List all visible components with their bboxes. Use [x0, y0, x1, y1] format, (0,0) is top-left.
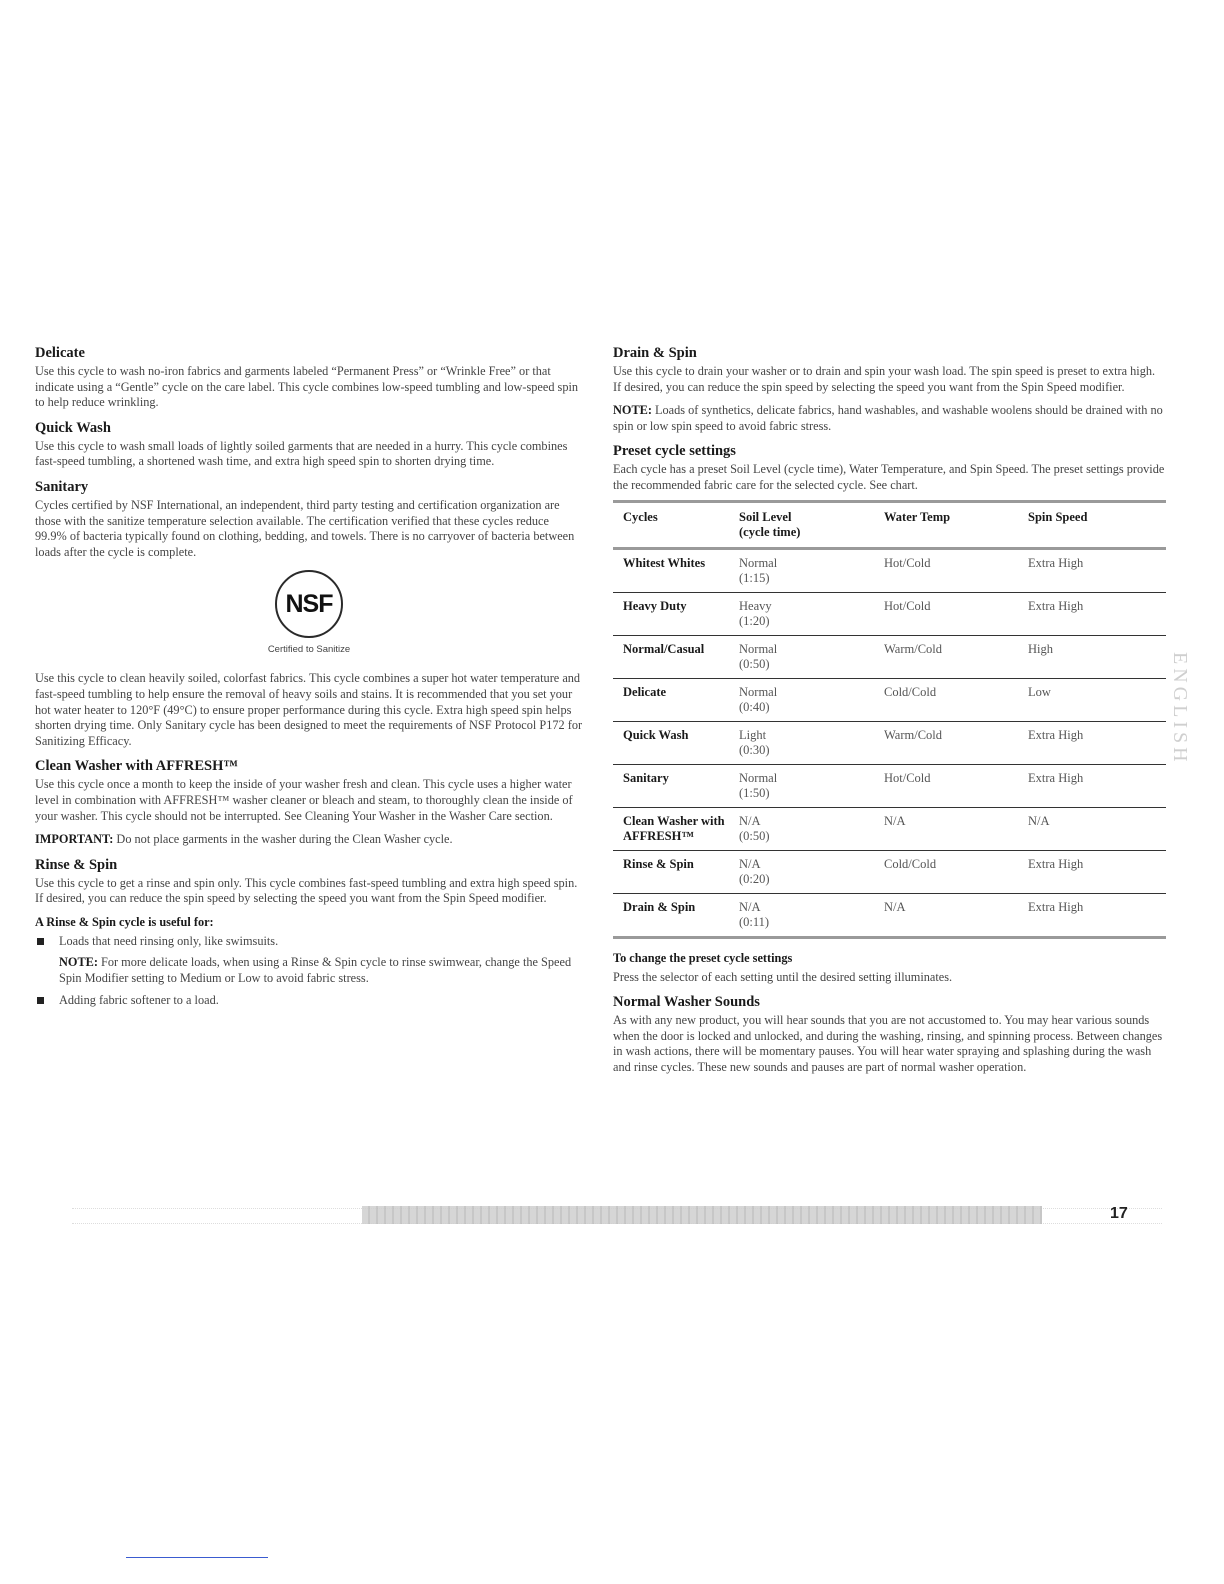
cell-soil-level — [729, 807, 874, 850]
drain-spin-heading: Drain & Spin — [613, 345, 697, 361]
clean-washer-important — [35, 832, 583, 848]
cell-cycle: Quick Wash — [613, 721, 729, 764]
quick-wash-text: Use this cycle to wash small loads of lightly soiled garments that are needed in a hurry. This cycle combines fast-speed tumbling, a shortened wash time, and extra high speed spin to shorten drying time. — [35, 438, 568, 469]
sanitary-heading: Sanitary — [35, 478, 89, 495]
table-row — [613, 764, 1166, 807]
header-water-temp: Water Temp — [874, 501, 1018, 548]
cell-soil-level — [729, 548, 874, 592]
cell-cycle: Rinse & Spin — [613, 850, 729, 893]
cell-soil: Normal — [739, 684, 778, 699]
cell-water-temp: Cold/Cold — [874, 678, 1018, 721]
cell-spin-speed: Extra High — [1018, 592, 1166, 635]
sounds-heading: Normal Washer Sounds — [613, 994, 760, 1011]
header-soil-line1: Soil Level — [739, 509, 792, 524]
drain-spin-note — [613, 403, 1166, 434]
table-row — [613, 678, 1166, 721]
nsf-logo — [235, 570, 383, 655]
nsf-seal-icon — [275, 570, 343, 638]
cell-soil-level — [729, 721, 874, 764]
cell-soil-level — [729, 893, 874, 937]
rinse-spin-heading: Rinse & Spin — [35, 856, 118, 873]
change-preset-text: Press the selector of each setting until the desired setting illuminates. — [613, 969, 953, 984]
cell-time: (1:20) — [739, 613, 770, 628]
cell-water-temp: Warm/Cold — [874, 635, 1018, 678]
cell-water-temp: Hot/Cold — [874, 764, 1018, 807]
cell-water-temp: Cold/Cold — [874, 850, 1018, 893]
important-text: Do not place garments in the washer during the Clean Washer cycle. — [113, 832, 453, 847]
cell-spin-speed: Extra High — [1018, 850, 1166, 893]
cell-time: (1:50) — [739, 785, 770, 800]
cell-soil: Light — [739, 727, 767, 742]
cell-cycle: Clean Washer with AFFRESH™ — [613, 807, 729, 850]
preset-heading: Preset cycle settings — [613, 443, 736, 460]
cell-cycle: Sanitary — [613, 764, 729, 807]
note-label: NOTE: — [59, 955, 98, 970]
cell-cycle: Delicate — [613, 678, 729, 721]
cell-time: (0:30) — [739, 742, 770, 757]
delicate-text: Use this cycle to wash no-iron fabrics and garments labeled “Permanent Press” or “Wrinkle Free” or that indicate using a “Gentle” cycle on the care label. This cycle combines low-speed tumbling and low-speed spin to help reduce wrinkling. — [35, 364, 579, 410]
cell-soil-level — [729, 764, 874, 807]
cell-water-temp: Hot/Cold — [874, 548, 1018, 592]
right-column — [613, 344, 1166, 1084]
rinse-spin-list — [35, 934, 583, 950]
cell-spin-speed: High — [1018, 635, 1166, 678]
cell-soil: Normal — [739, 770, 778, 785]
quick-wash-heading: Quick Wash — [35, 419, 111, 436]
table-row — [613, 635, 1166, 678]
footer-bar — [362, 1206, 1042, 1224]
cell-water-temp: Hot/Cold — [874, 592, 1018, 635]
table-row — [613, 893, 1166, 937]
cell-time: (0:50) — [739, 656, 770, 671]
table-row — [613, 807, 1166, 850]
left-column — [35, 344, 583, 1014]
cell-spin-speed: Extra High — [1018, 764, 1166, 807]
clean-washer-heading: Clean Washer with AFFRESH™ — [35, 758, 238, 775]
nsf-caption: Certified to Sanitize — [267, 644, 351, 656]
drain-spin-text: Use this cycle to drain your washer or to drain and spin your wash load. The spin speed is preset to extra high. If desired, you can reduce the spin speed by selecting the speed you want from the Spin Speed modifier. — [613, 364, 1156, 394]
cell-soil: Normal — [739, 555, 778, 570]
cell-soil: N/A — [739, 899, 761, 914]
cell-spin-speed: Extra High — [1018, 721, 1166, 764]
change-preset-heading: To change the preset cycle settings — [613, 950, 793, 965]
cell-spin-speed: Extra High — [1018, 548, 1166, 592]
delicate-heading: Delicate — [35, 345, 85, 361]
cell-soil-level — [729, 635, 874, 678]
cell-soil-level — [729, 850, 874, 893]
cell-spin-speed: N/A — [1018, 807, 1166, 850]
clean-washer-text: Use this cycle once a month to keep the inside of your washer fresh and clean. This cycle uses a higher water level in combination with AFFRESH™ washer cleaner or bleach and steam, to thoroughly clean the inside of your washer. This cycle should not be interrupted. See Cleaning Your Washer in the Washer Care section. — [35, 777, 573, 823]
sanitary-text-1: Cycles certified by NSF International, an independent, third party testing and certification organization are those with the sanitize temperature selection available. The certification verified that these cycles reduce 99.9% of bacteria typically found on clothing, bedding, and towels. There is no carryover of bacteria between loads after the cycle is complete. — [35, 497, 575, 559]
bullet-square-icon — [37, 997, 44, 1004]
note-text: For more delicate loads, when using a Rinse & Spin cycle to rinse swimwear, change the Speed Spin Modifier setting to Medium or Low to avoid fabric stress. — [59, 955, 572, 986]
table-row — [613, 548, 1166, 592]
cycle-settings-table — [613, 500, 1166, 939]
cell-water-temp: N/A — [874, 893, 1018, 937]
bottom-divider — [126, 1557, 268, 1558]
cell-soil: Heavy — [739, 598, 772, 613]
list-item — [35, 934, 583, 950]
bullet-square-icon — [37, 938, 44, 945]
header-cycles: Cycles — [613, 501, 729, 548]
cell-time: (0:20) — [739, 871, 770, 886]
cell-cycle: Drain & Spin — [613, 893, 729, 937]
cell-water-temp: Warm/Cold — [874, 721, 1018, 764]
cell-time: (0:11) — [739, 914, 770, 929]
table-header-row — [613, 501, 1166, 548]
preset-text: Each cycle has a preset Soil Level (cycle time), Water Temperature, and Spin Speed. The preset settings provide the recommended fabric care for the selected cycle. See chart. — [613, 462, 1165, 492]
table-row — [613, 721, 1166, 764]
cell-spin-speed: Low — [1018, 678, 1166, 721]
note-label: NOTE: — [613, 403, 652, 418]
note-text: Loads of synthetics, delicate fabrics, hand washables, and washable woolens should be drained with no spin or low spin speed to avoid fabric stress. — [613, 403, 1163, 433]
rinse-spin-text: Use this cycle to get a rinse and spin only. This cycle combines fast-speed tumbling and extra high speed spin. If desired, you can reduce the spin speed by selecting the speed you want from the Spin Speed modifier. — [35, 875, 578, 906]
table-row — [613, 592, 1166, 635]
cell-time: (0:40) — [739, 699, 770, 714]
list-item — [35, 993, 583, 1009]
cell-soil-level — [729, 678, 874, 721]
cell-cycle: Whitest Whites — [613, 548, 729, 592]
header-soil-line2: (cycle time) — [739, 524, 801, 539]
cell-soil: N/A — [739, 856, 761, 871]
bullet-2-text: Adding fabric softener to a load. — [59, 992, 219, 1007]
header-spin-speed: Spin Speed — [1018, 501, 1166, 548]
cell-soil: N/A — [739, 813, 761, 828]
side-language-label: ENGLISH — [1169, 652, 1191, 766]
bullet-1-text: Loads that need rinsing only, like swimsuits. — [59, 933, 279, 948]
cell-water-temp: N/A — [874, 807, 1018, 850]
nsf-logo-text: NSF — [285, 589, 333, 618]
cell-time: (0:50) — [739, 828, 770, 843]
cell-time: (1:15) — [739, 570, 770, 585]
rinse-spin-list-2 — [35, 993, 583, 1009]
header-soil-level — [729, 501, 874, 548]
table-body — [613, 548, 1166, 937]
page-number: 17 — [1110, 1205, 1128, 1222]
cell-cycle: Heavy Duty — [613, 592, 729, 635]
cell-soil-level — [729, 592, 874, 635]
cell-cycle: Normal/Casual — [613, 635, 729, 678]
rinse-spin-useful-heading: A Rinse & Spin cycle is useful for: — [35, 914, 214, 929]
sounds-text: As with any new product, you will hear sounds that you are not accustomed to. You may hear various sounds when the door is locked and unlocked, and during the washing, rinsing, and spinning process. Between changes in wash actions, there will be momentary pauses. You will hear water spraying and splashing during the wash and rinse cycles. These new sounds and pauses are part of normal washer operation. — [613, 1013, 1163, 1074]
table-row — [613, 850, 1166, 893]
cell-spin-speed: Extra High — [1018, 893, 1166, 937]
sanitary-text-2: Use this cycle to clean heavily soiled, colorfast fabrics. This cycle combines a super hot water temperature and fast-speed tumbling to help ensure the removal of heavy soils and stains. It is recommended that you set your hot water heater to 120°F (49°C) to ensure proper performance during this cycle. Extra high speed spin helps shorten drying time. Only Sanitary cycle has been designed to meet the requirements of NSF Protocol P172 for Sanitizing Efficacy. — [35, 671, 583, 748]
cell-soil: Normal — [739, 641, 778, 656]
important-label: IMPORTANT: — [35, 832, 114, 847]
rinse-spin-note — [35, 955, 583, 986]
